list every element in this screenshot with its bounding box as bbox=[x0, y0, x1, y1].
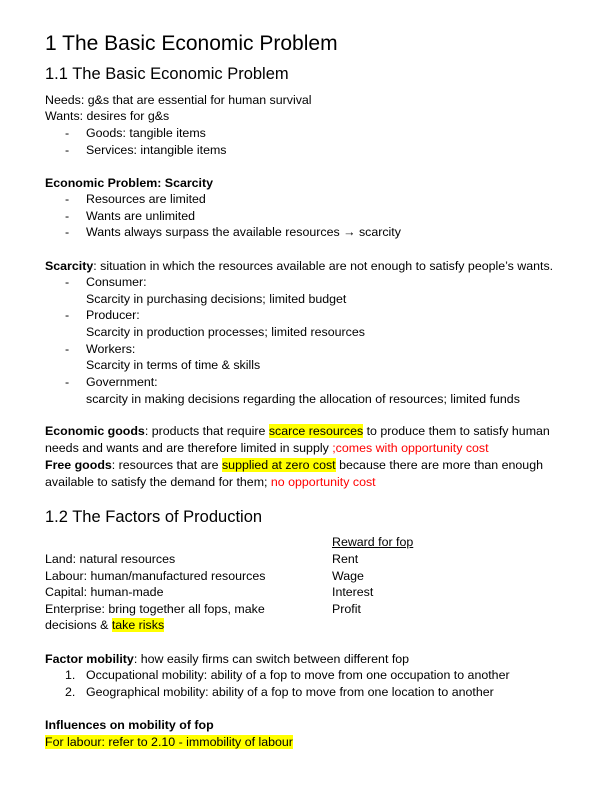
economic-goods-line-2 bbox=[45, 440, 489, 457]
list-item-detail: Scarcity in purchasing decisions; limited budget bbox=[86, 291, 347, 306]
economic-goods-text: needs and wants and are therefore limited in supply bbox=[45, 441, 333, 455]
list-item-detail: scarcity in making decisions regarding the allocation of resources; limited funds bbox=[86, 391, 520, 406]
factor-labour: Labour: human/manufactured resources bbox=[45, 569, 266, 583]
factor-land: Land: natural resources bbox=[45, 552, 176, 566]
needs-text: : g&s that are essential for human survival bbox=[80, 93, 312, 107]
wants-label: Wants bbox=[45, 109, 80, 123]
dash-bullet: - bbox=[65, 143, 70, 157]
list-item-text: Geographical mobility: ability of a fop to move from one location to another bbox=[86, 685, 494, 699]
dash-bullet: - bbox=[65, 308, 70, 323]
factor-mobility-definition bbox=[45, 651, 409, 668]
dash-bullet: - bbox=[65, 208, 70, 223]
list-item-text: Wants are unlimited bbox=[86, 208, 196, 223]
list-number: 2. bbox=[65, 685, 76, 699]
scarcity-text: : situation in which the resources available are not enough to satisfy people’s wants. bbox=[93, 259, 554, 273]
section-1-1-heading: 1.1 The Basic Economic Problem bbox=[45, 65, 289, 83]
reward-column-header: Reward for fop bbox=[332, 535, 414, 549]
highlighted-text: supplied at zero cost bbox=[221, 458, 336, 472]
red-note: ;comes with opportunity cost bbox=[332, 441, 489, 455]
free-goods-text: available to satisfy the demand for them; bbox=[45, 475, 271, 489]
list-item-title: Producer: bbox=[86, 308, 140, 323]
list-item-title: Consumer: bbox=[86, 275, 147, 289]
econ-problem-heading: Economic Problem: Scarcity bbox=[45, 176, 214, 190]
influences-line bbox=[45, 734, 293, 751]
economic-goods-label: Economic goods bbox=[45, 424, 145, 438]
free-goods-line-1 bbox=[45, 457, 543, 474]
scarcity-label: Scarcity bbox=[45, 259, 94, 273]
red-note: no opportunity cost bbox=[270, 475, 376, 489]
highlighted-text: take risks bbox=[111, 618, 165, 632]
reward-enterprise: Profit bbox=[332, 602, 361, 616]
dash-bullet: - bbox=[65, 225, 70, 240]
reward-capital: Interest bbox=[332, 585, 374, 599]
free-goods-label: Free goods bbox=[45, 458, 112, 472]
reward-land: Rent bbox=[332, 552, 359, 566]
highlighted-text: scarce resources bbox=[268, 424, 364, 438]
list-item-text: Occupational mobility: ability of a fop to move from one occupation to another bbox=[86, 668, 510, 682]
scarcity-definition bbox=[45, 258, 553, 275]
free-goods-text: : resources that are bbox=[111, 458, 222, 472]
factor-enterprise-line-2 bbox=[45, 617, 164, 634]
needs-line bbox=[45, 92, 312, 109]
page-title: 1 The Basic Economic Problem bbox=[45, 32, 338, 55]
list-number: 1. bbox=[65, 668, 76, 682]
dash-bullet: - bbox=[65, 126, 70, 140]
list-item-title: Government: bbox=[86, 375, 158, 390]
free-goods-line-2 bbox=[45, 474, 376, 491]
list-item-text: Resources are limited bbox=[86, 192, 206, 206]
factor-mobility-label: Factor mobility bbox=[45, 652, 134, 666]
free-goods-text: because there are more than enough bbox=[335, 458, 543, 472]
factor-capital: Capital: human-made bbox=[45, 585, 164, 599]
needs-label: Needs bbox=[45, 93, 81, 107]
economic-goods-text: : products that require bbox=[144, 424, 269, 438]
list-item-detail: Scarcity in terms of time & skills bbox=[86, 358, 261, 373]
dash-bullet: - bbox=[65, 192, 70, 206]
dash-bullet: - bbox=[65, 375, 70, 390]
economic-goods-text: to produce them to satisfy human bbox=[363, 424, 550, 438]
dash-bullet: - bbox=[65, 341, 70, 356]
list-item-text: Services: intangible items bbox=[86, 143, 227, 157]
list-item-text: Wants always surpass the available resources → scarcity bbox=[86, 225, 401, 240]
list-item-title: Workers: bbox=[86, 341, 136, 356]
dash-bullet: - bbox=[65, 275, 70, 289]
section-1-2-heading: 1.2 The Factors of Production bbox=[45, 508, 263, 526]
enterprise-text: decisions & bbox=[45, 618, 112, 632]
wants-line bbox=[45, 108, 169, 125]
economic-goods-line-1 bbox=[45, 423, 550, 440]
list-item-text: Goods: tangible items bbox=[86, 126, 206, 140]
reward-labour: Wage bbox=[332, 569, 364, 583]
list-item-detail: Scarcity in production processes; limited resources bbox=[86, 324, 365, 339]
wants-text: : desires for g&s bbox=[79, 109, 170, 123]
factor-mobility-text: : how easily firms can switch between different fop bbox=[133, 652, 410, 666]
factor-enterprise: Enterprise: bring together all fops, make bbox=[45, 602, 265, 616]
highlighted-text: For labour: refer to 2.10 - immobility of labour bbox=[45, 735, 293, 749]
influences-heading: Influences on mobility of fop bbox=[45, 718, 214, 732]
